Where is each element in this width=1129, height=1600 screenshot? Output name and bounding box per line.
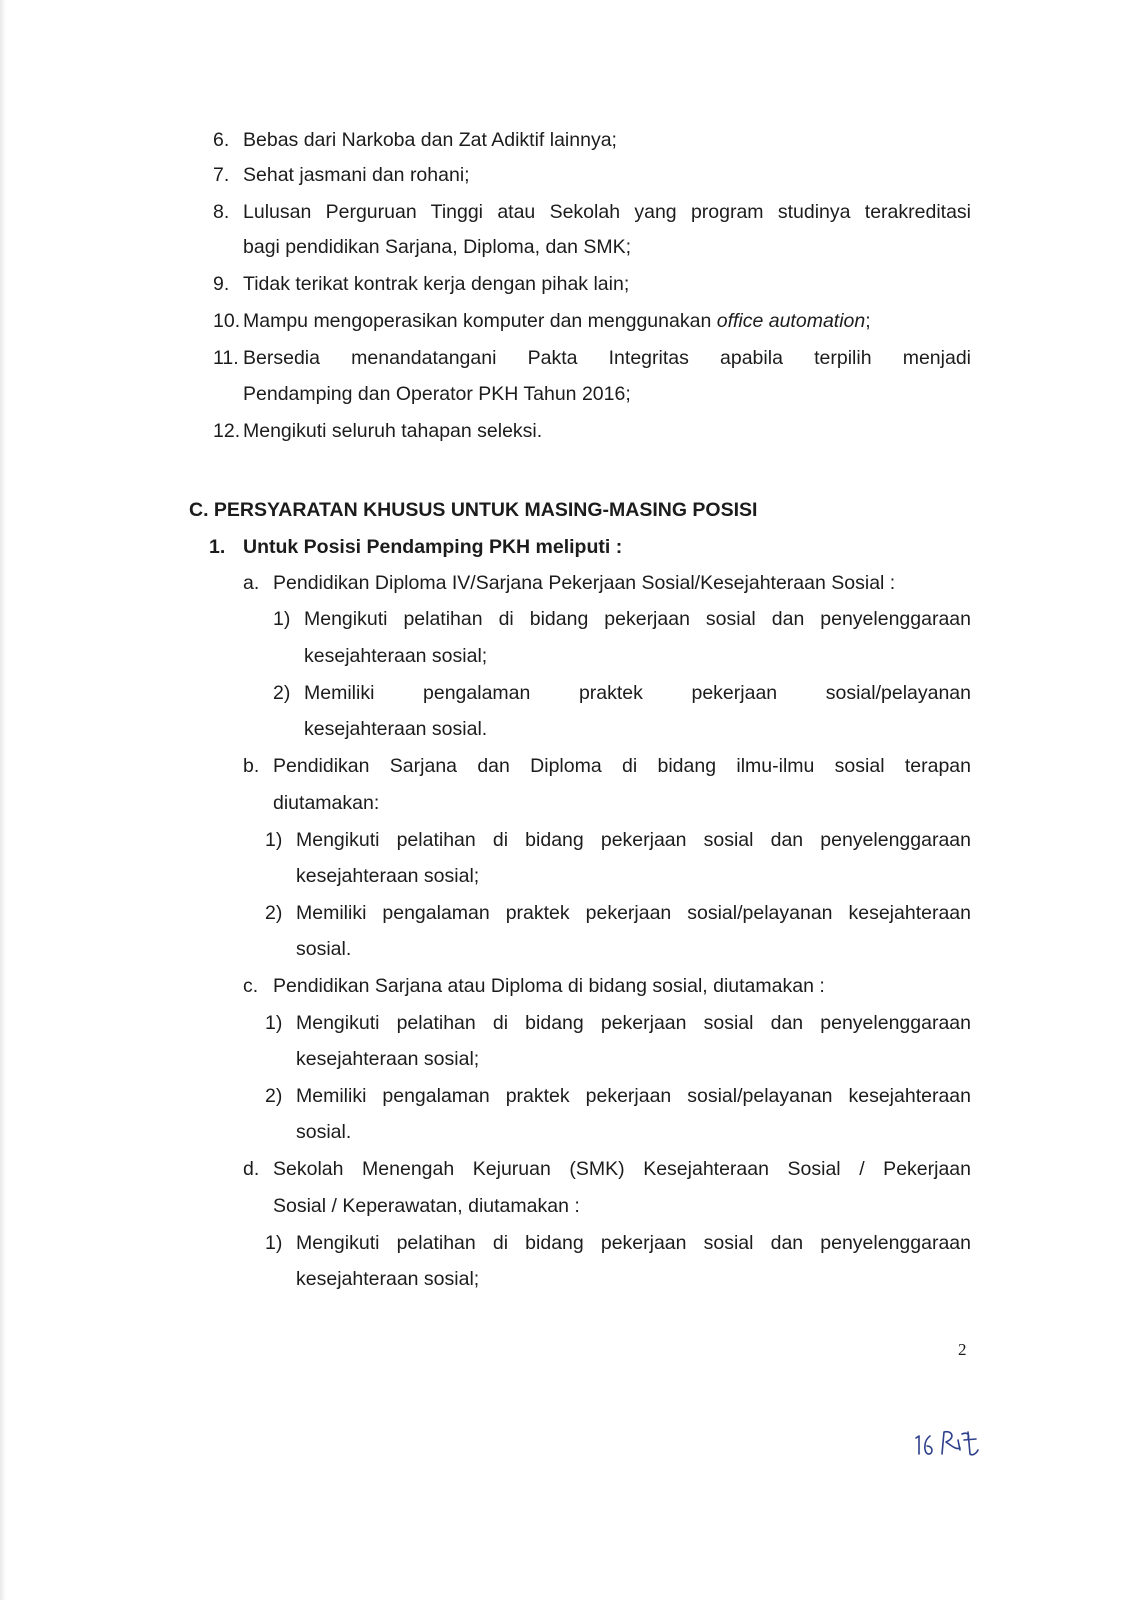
item-text: Pendidikan Diploma IV/Sarjana Pekerjaan Sosial/Kesejahteraan Sosial : [273,572,896,594]
point-text-continued: kesejahteraan sosial; [296,1048,480,1070]
list-text: Sehat jasmani dan rohani; [243,164,470,186]
point-text: Mengikuti pelatihan di bidang pekerjaan sosial dan penyelenggaraan [296,1012,971,1034]
list-number: 12. [213,420,241,442]
numbered-point [265,1084,971,1108]
point-text: Memiliki pengalaman praktek pekerjaan sosial/pelayanan kesejahteraan [296,1085,971,1107]
item-text: Pendidikan Sarjana atau Diploma di bidang sosial, diutamakan : [273,975,825,997]
list-item [213,128,617,152]
point-number: 2) [265,902,283,924]
page-number: 2 [958,1340,967,1359]
point-text-continued: kesejahteraan sosial; [304,645,488,667]
item-text: Sekolah Menengah Kejuruan (SMK) Kesejahteraan Sosial / Pekerjaan [273,1158,971,1180]
point-text: Memiliki pengalaman praktek pekerjaan sosial/pelayanan [304,682,971,704]
list-item [213,200,971,224]
list-number: 7. [213,164,230,186]
numbered-point [273,607,971,631]
point-number: 1) [265,1232,283,1254]
point-text-continued: kesejahteraan sosial; [296,1268,480,1290]
handwritten-initials [912,1424,992,1464]
subsection-number: 1. [209,536,226,558]
list-number: 11. [213,347,239,369]
list-text: Mampu mengoperasikan komputer dan menggunakan office automation; [243,310,871,332]
list-text: Tidak terikat kontrak kerja dengan pihak lain; [243,273,630,295]
item-letter: b. [243,755,260,777]
item-text-continued: Sosial / Keperawatan, diutamakan : [273,1195,580,1217]
point-text: Mengikuti pelatihan di bidang pekerjaan sosial dan penyelenggaraan [296,829,971,851]
list-text: Bersedia menandatangani Pakta Integritas apabila terpilih menjadi [243,347,971,369]
point-number: 1) [273,608,291,630]
lettered-item [243,571,896,595]
point-number: 2) [273,682,291,704]
item-letter: d. [243,1158,260,1180]
numbered-point [265,828,971,852]
lettered-item [243,1157,971,1181]
list-item [213,272,630,296]
point-text: Memiliki pengalaman praktek pekerjaan sosial/pelayanan kesejahteraan [296,902,971,924]
scan-edge [0,0,6,1600]
point-text-continued: kesejahteraan sosial. [304,718,488,740]
list-text: Bebas dari Narkoba dan Zat Adiktif lainnya; [243,129,617,151]
point-text: Mengikuti pelatihan di bidang pekerjaan sosial dan penyelenggaraan [304,608,971,630]
list-item [213,163,470,187]
list-text: Lulusan Perguruan Tinggi atau Sekolah yang program studinya terakreditasi [243,201,971,223]
numbered-point [265,1011,971,1035]
list-item [213,309,871,333]
point-number: 2) [265,1085,283,1107]
italic-term: office automation [716,310,866,332]
section-heading: C. PERSYARATAN KHUSUS UNTUK MASING-MASING POSISI [189,499,758,521]
list-number: 6. [213,129,230,151]
item-letter: c. [243,975,259,997]
subsection-title: Untuk Posisi Pendamping PKH meliputi : [243,536,623,558]
point-text-continued: kesejahteraan sosial; [296,865,480,887]
numbered-point [265,901,971,925]
list-text-continued: bagi pendidikan Sarjana, Diploma, dan SMK; [243,236,632,258]
point-number: 1) [265,1012,283,1034]
list-number: 9. [213,273,230,295]
point-text-continued: sosial. [296,1121,352,1143]
list-text-continued: Pendamping dan Operator PKH Tahun 2016; [243,383,631,405]
item-text-continued: diutamakan: [273,792,380,814]
subsection-heading [209,535,623,559]
list-item [213,419,543,443]
item-text: Pendidikan Sarjana dan Diploma di bidang ilmu-ilmu sosial terapan [273,755,971,777]
list-number: 8. [213,201,230,223]
point-number: 1) [265,829,283,851]
list-item [213,346,971,370]
point-text-continued: sosial. [296,938,352,960]
numbered-point [273,681,971,705]
item-letter: a. [243,572,260,594]
list-number: 10. [213,310,241,332]
numbered-point [265,1231,971,1255]
lettered-item [243,754,971,778]
lettered-item [243,974,825,998]
point-text: Mengikuti pelatihan di bidang pekerjaan sosial dan penyelenggaraan [296,1232,971,1254]
list-text: Mengikuti seluruh tahapan seleksi. [243,420,543,442]
